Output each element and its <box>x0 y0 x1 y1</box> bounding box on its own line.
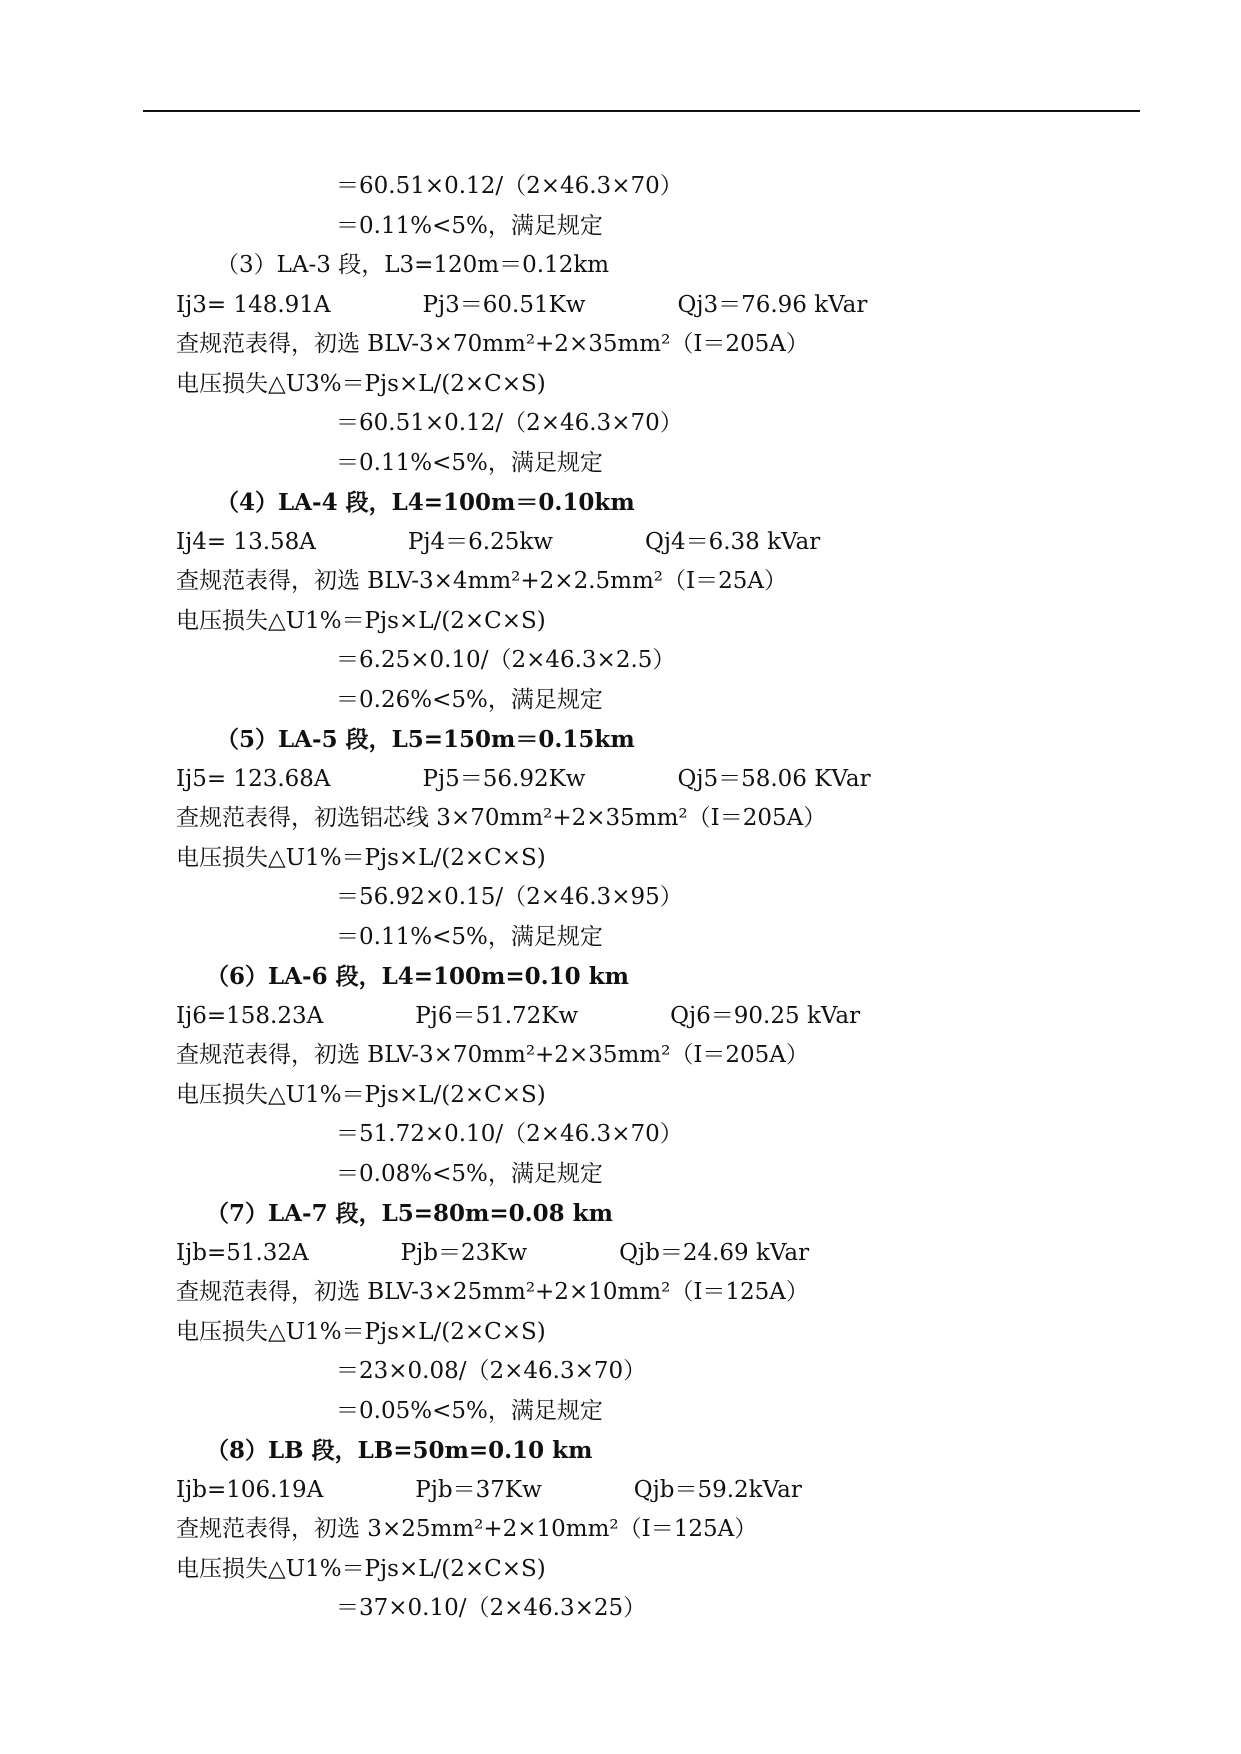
text-line: ＝0.05%<5%，满足规定 <box>336 1397 603 1424</box>
section-heading: （4）LA-4 段，L4=100m＝0.10km <box>216 489 635 516</box>
text-line: Ij3= 148.91A Pj3＝60.51Kw Qj3＝76.96 kVar <box>176 291 868 318</box>
text-line: ＝0.11%<5%，满足规定 <box>336 923 603 950</box>
document-body <box>176 167 1136 1629</box>
text-line: 电压损失△U3%＝Pjs×L/(2×C×S) <box>176 370 546 397</box>
text-line: ＝0.26%<5%，满足规定 <box>336 686 603 713</box>
text-line: ＝37×0.10/（2×46.3×25） <box>336 1595 647 1621</box>
header-rule <box>143 110 1140 112</box>
text-line: Ijb=106.19A Pjb＝37Kw Qjb＝59.2kVar <box>176 1476 802 1503</box>
text-line: ＝60.51×0.12/（2×46.3×70） <box>336 173 683 199</box>
text-line: 电压损失△U1%＝Pjs×L/(2×C×S) <box>176 1318 546 1345</box>
text-line: 电压损失△U1%＝Pjs×L/(2×C×S) <box>176 844 546 871</box>
text-line: 电压损失△U1%＝Pjs×L/(2×C×S) <box>176 1081 546 1108</box>
text-line: 查规范表得，初选 BLV-3×25mm²+2×10mm²（I＝125A） <box>176 1279 809 1305</box>
text-line: Ij4= 13.58A Pj4＝6.25kw Qj4＝6.38 kVar <box>176 528 821 555</box>
text-line: ＝60.51×0.12/（2×46.3×70） <box>336 410 683 436</box>
section-heading: （7）LA-7 段，L5=80m=0.08 km <box>206 1200 613 1227</box>
text-line: ＝56.92×0.15/（2×46.3×95） <box>336 884 683 910</box>
section-heading: （8）LB 段，LB=50m=0.10 km <box>206 1437 593 1464</box>
text-line: 查规范表得，初选 BLV-3×70mm²+2×35mm²（I＝205A） <box>176 331 809 357</box>
text-line: 查规范表得，初选 BLV-3×70mm²+2×35mm²（I＝205A） <box>176 1042 809 1068</box>
section-heading: （3）LA-3 段，L3=120m＝0.12km <box>216 252 610 278</box>
text-line: 查规范表得，初选 3×25mm²+2×10mm²（I＝125A） <box>176 1516 758 1542</box>
text-line: Ijb=51.32A Pjb＝23Kw Qjb＝24.69 kVar <box>176 1239 810 1266</box>
text-line: Ij5= 123.68A Pj5＝56.92Kw Qj5＝58.06 KVar <box>176 765 871 792</box>
text-line: ＝51.72×0.10/（2×46.3×70） <box>336 1121 683 1147</box>
text-line: ＝23×0.08/（2×46.3×70） <box>336 1358 647 1384</box>
text-line: ＝0.11%<5%，满足规定 <box>336 449 603 476</box>
text-line: 查规范表得，初选铝芯线 3×70mm²+2×35mm²（I＝205A） <box>176 805 827 831</box>
text-line: 电压损失△U1%＝Pjs×L/(2×C×S) <box>176 607 546 634</box>
text-line: Ij6=158.23A Pj6＝51.72Kw Qj6＝90.25 kVar <box>176 1002 861 1029</box>
text-line: ＝0.08%<5%，满足规定 <box>336 1160 603 1187</box>
text-line: 电压损失△U1%＝Pjs×L/(2×C×S) <box>176 1555 546 1582</box>
text-line: ＝6.25×0.10/（2×46.3×2.5） <box>336 647 676 673</box>
text-line: 查规范表得，初选 BLV-3×4mm²+2×2.5mm²（I＝25A） <box>176 568 787 594</box>
text-line: ＝0.11%<5%，满足规定 <box>336 212 603 239</box>
section-heading: （6）LA-6 段，L4=100m=0.10 km <box>206 963 629 990</box>
section-heading: （5）LA-5 段，L5=150m＝0.15km <box>216 726 635 753</box>
